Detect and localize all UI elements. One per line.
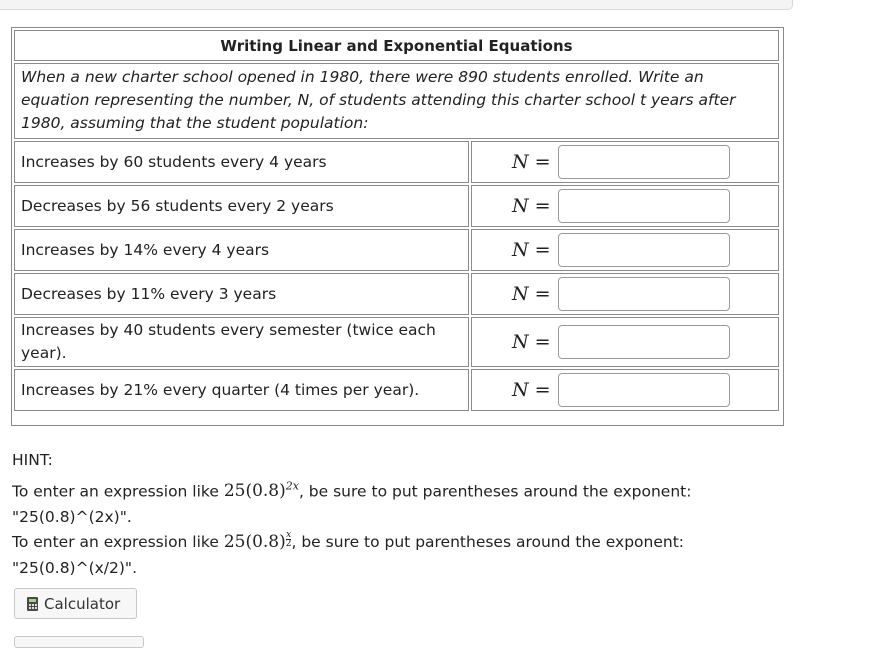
- table-row: [14, 273, 779, 315]
- problem-intro: When a new charter school opened in 1980, there were 890 students enrolled. Write an equation representing the number, N, of students attending this charter school t years after 1980, assuming that the student population:: [14, 63, 779, 139]
- table-row: [14, 369, 779, 411]
- hint-line-2: To enter an expression like 25(0.8) $\frac{x}{2}$ , be sure to put parentheses around the exponent:: [12, 530, 685, 553]
- hint-example-2: "25(0.8)^(x/2)".: [12, 558, 137, 577]
- table-row: [14, 229, 779, 271]
- answer-cell: [471, 273, 779, 315]
- equation-label: N =: [512, 283, 551, 305]
- math-expression-1: $25(0.8)^{2x}$: [223, 479, 299, 502]
- hint-example-1: "25(0.8)^(2x)".: [12, 507, 132, 526]
- row-description: Increases by 14% every 4 years: [14, 229, 469, 271]
- table-row: [14, 317, 779, 367]
- answer-input-2[interactable]: [558, 189, 730, 223]
- answer-cell: [471, 229, 779, 271]
- row-description: Decreases by 11% every 3 years: [14, 273, 469, 315]
- answer-cell: [471, 317, 779, 367]
- equations-table-frame: [11, 27, 784, 426]
- answer-cell: [471, 185, 779, 227]
- equation-label: N =: [512, 195, 551, 217]
- calculator-icon: [27, 597, 38, 611]
- hint-section: [12, 448, 872, 581]
- answer-input-4[interactable]: [558, 277, 730, 311]
- top-panel-edge: [0, 0, 793, 10]
- hint-line-1: To enter an expression like $25(0.8)^{2x}$, be sure to put parentheses around the exponent:: [12, 479, 692, 502]
- equations-table: [12, 28, 781, 413]
- answer-input-1[interactable]: [558, 145, 730, 179]
- calculator-label: Calculator: [44, 594, 121, 613]
- equation-label: N =: [512, 331, 551, 353]
- table-row: [14, 185, 779, 227]
- row-description: Increases by 21% every quarter (4 times per year).: [14, 369, 469, 411]
- answer-cell: [471, 369, 779, 411]
- row-description: Decreases by 56 students every 2 years: [14, 185, 469, 227]
- calculator-button[interactable]: [14, 588, 137, 619]
- math-expression-2: 25(0.8) $\frac{x}{2}$: [223, 530, 292, 553]
- hint-heading: HINT:: [12, 451, 53, 469]
- next-button-edge[interactable]: [14, 636, 144, 648]
- answer-input-5[interactable]: [558, 325, 730, 359]
- table-row: [14, 141, 779, 183]
- row-description: Increases by 60 students every 4 years: [14, 141, 469, 183]
- equation-label: N =: [512, 239, 551, 261]
- answer-input-6[interactable]: [558, 373, 730, 407]
- answer-input-3[interactable]: [558, 233, 730, 267]
- row-description: Increases by 40 students every semester (twice each year).: [14, 317, 469, 367]
- answer-cell: [471, 141, 779, 183]
- equation-label: N =: [512, 379, 551, 401]
- equation-label: N =: [512, 151, 551, 173]
- table-title: Writing Linear and Exponential Equations: [14, 30, 779, 61]
